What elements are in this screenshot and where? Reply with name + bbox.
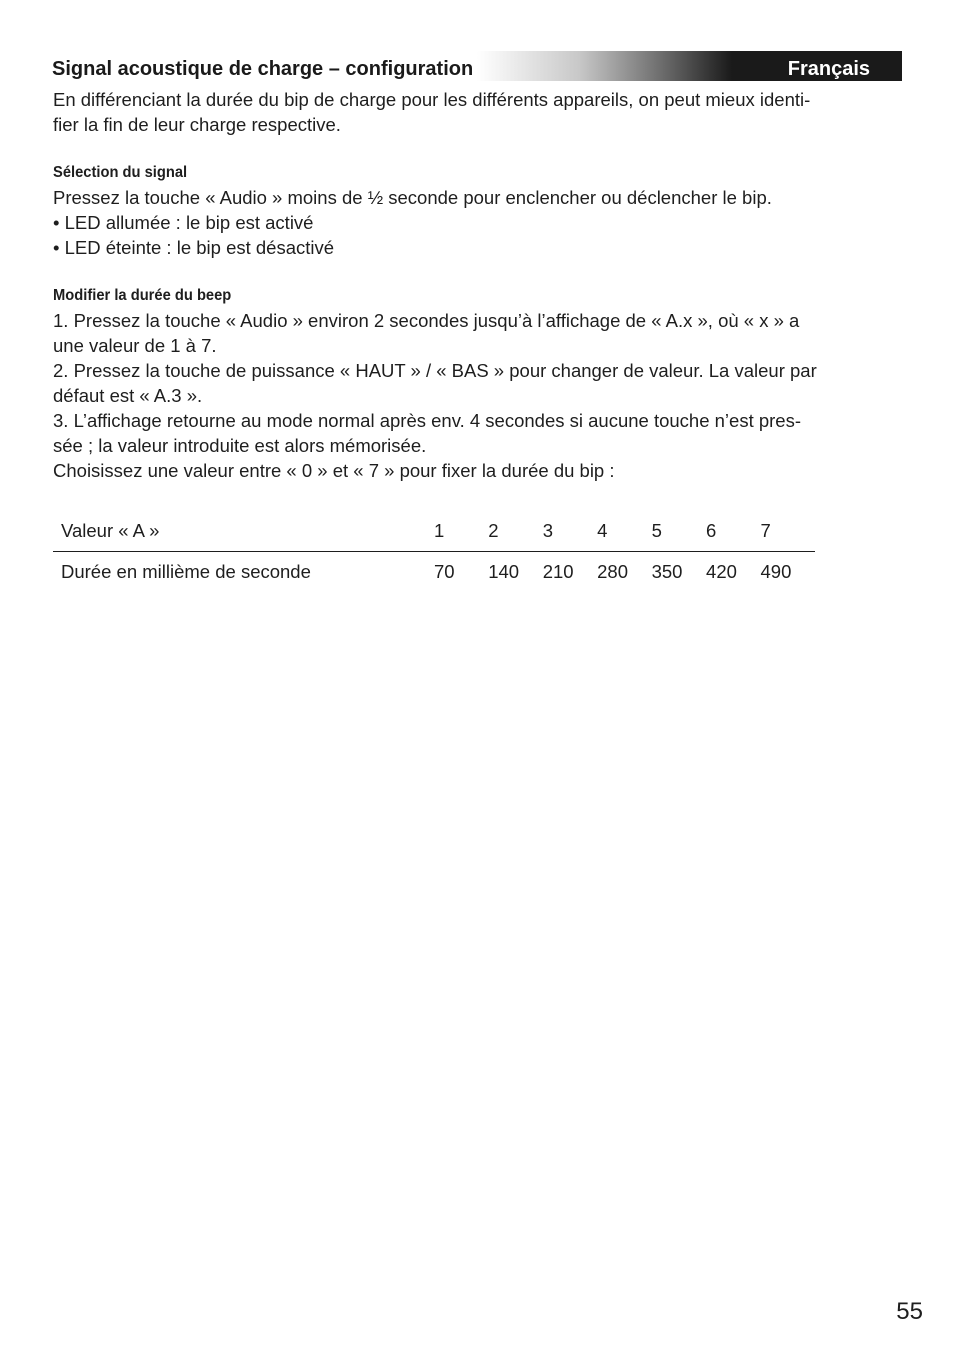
choose-instruction: Choisissez une valeur entre « 0 » et « 7 » pour fixer la durée du bip :	[53, 460, 615, 481]
duration-heading: Modifier la durée du beep	[53, 287, 232, 304]
step1-line-1: 1. Pressez la touche « Audio » environ 2 secondes jusqu’à l’affichage de « A.x », où « x » a	[53, 310, 800, 331]
table-cell: 140	[488, 560, 520, 582]
table-cell: 1	[434, 511, 488, 552]
table-row-label: Valeur « A »	[53, 511, 434, 552]
section-title: Signal acoustique de charge – configuration	[52, 58, 474, 80]
table-cell: 280	[597, 560, 629, 582]
intro-line-1: En différenciant la durée du bip de charge pour les différents appareils, on peut mieux identi-	[53, 89, 811, 110]
table-cell: 7	[761, 511, 816, 552]
table-cell: 350	[651, 560, 683, 582]
beep-duration-table	[53, 511, 815, 590]
table-cell: 5	[652, 511, 706, 552]
language-label: Français	[787, 58, 870, 80]
table-cell: 6	[706, 511, 760, 552]
table-cell: 490	[760, 560, 792, 582]
table-row	[53, 511, 815, 552]
step3-line-1: 3. L’affichage retourne au mode normal après env. 4 secondes si aucune touche n’est pres-	[53, 410, 802, 431]
intro-line-2: fier la fin de leur charge respective.	[53, 114, 341, 135]
table-row	[53, 552, 815, 591]
selection-instruction: Pressez la touche « Audio » moins de ½ seconde pour enclencher ou déclencher le bip.	[53, 187, 772, 208]
table-cell: 210	[542, 560, 574, 582]
selection-heading: Sélection du signal	[53, 164, 188, 181]
table-cell: 420	[706, 560, 737, 582]
table-row-label: Durée en millième de seconde	[61, 560, 311, 582]
bullet-led-off: • LED éteinte : le bip est désactivé	[53, 237, 335, 258]
bullet-led-on: • LED allumée : le bip est activé	[53, 212, 314, 233]
page-content	[53, 87, 873, 590]
step1-line-2: une valeur de 1 à 7.	[53, 335, 217, 356]
step3-line-2: sée ; la valeur introduite est alors mémorisée.	[53, 435, 427, 456]
table-cell: 70	[434, 560, 455, 582]
step2-line-1: 2. Pressez la touche de puissance « HAUT » / « BAS » pour changer de valeur. La valeur par	[53, 360, 817, 381]
table-cell: 4	[597, 511, 651, 552]
table-cell: 3	[543, 511, 597, 552]
table-cell: 2	[488, 511, 542, 552]
header-bar	[52, 51, 902, 81]
step2-line-2: défaut est « A.3 ».	[53, 385, 203, 406]
page-number: 55	[896, 1298, 923, 1325]
